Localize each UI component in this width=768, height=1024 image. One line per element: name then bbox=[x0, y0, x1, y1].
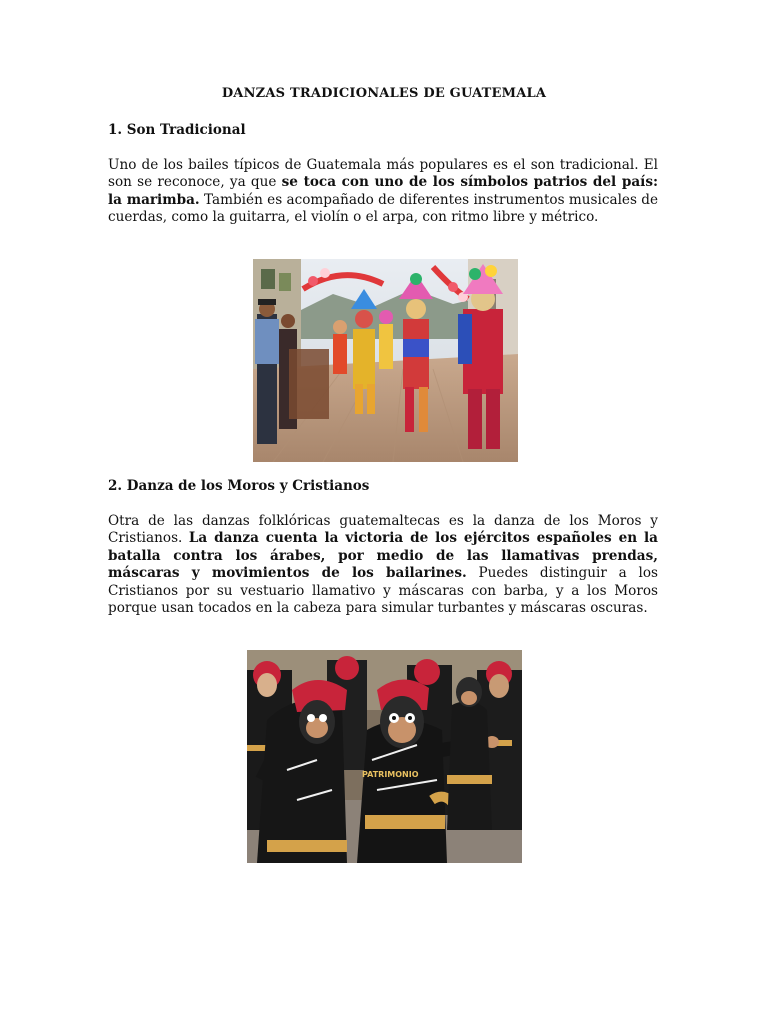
paragraph-text: También es acompañado de diferentes instrumentos musicales de cuerdas, como la guitarra, el violín o el arpa, con ritmo libre y métrico. bbox=[108, 191, 659, 226]
section-heading-moros-cristianos: 2. Danza de los Moros y Cristianos bbox=[108, 478, 370, 494]
document-title: DANZAS TRADICIONALES DE GUATEMALA bbox=[221, 86, 547, 101]
photo-moros-cristianos bbox=[247, 650, 522, 863]
section-paragraph-moros-cristianos bbox=[108, 513, 658, 617]
photo-son-tradicional bbox=[253, 259, 518, 462]
paragraph-text: Uno de los bailes típicos de Guatemala más populares es el son tradicional. El son se reconoce, ya que bbox=[108, 157, 658, 191]
section-heading-son-tradicional: 1. Son Tradicional bbox=[108, 122, 246, 138]
photo-watermark: PATRIMONIO bbox=[362, 770, 419, 779]
paragraph-bold-text: La danza cuenta la victoria de los ejércitos españoles en la batalla contra los árabes, por medio de las llamativas prendas, máscaras y movimientos de los bailarines. bbox=[108, 530, 658, 582]
paragraph-text: Puedes distinguir a los Cristianos por su vestuario llamativo y máscaras con barba, y a los Moros porque usan tocados en la cabeza para simular turbantes y máscaras oscuras. bbox=[108, 565, 658, 617]
paragraph-bold-text: se toca con uno de los símbolos patrios del país: la marimba. bbox=[108, 174, 659, 208]
section-paragraph-son-tradicional bbox=[108, 157, 658, 227]
paragraph-text: Otra de las danzas folklóricas guatemaltecas es la danza de los Moros y Cristianos. bbox=[108, 513, 658, 547]
